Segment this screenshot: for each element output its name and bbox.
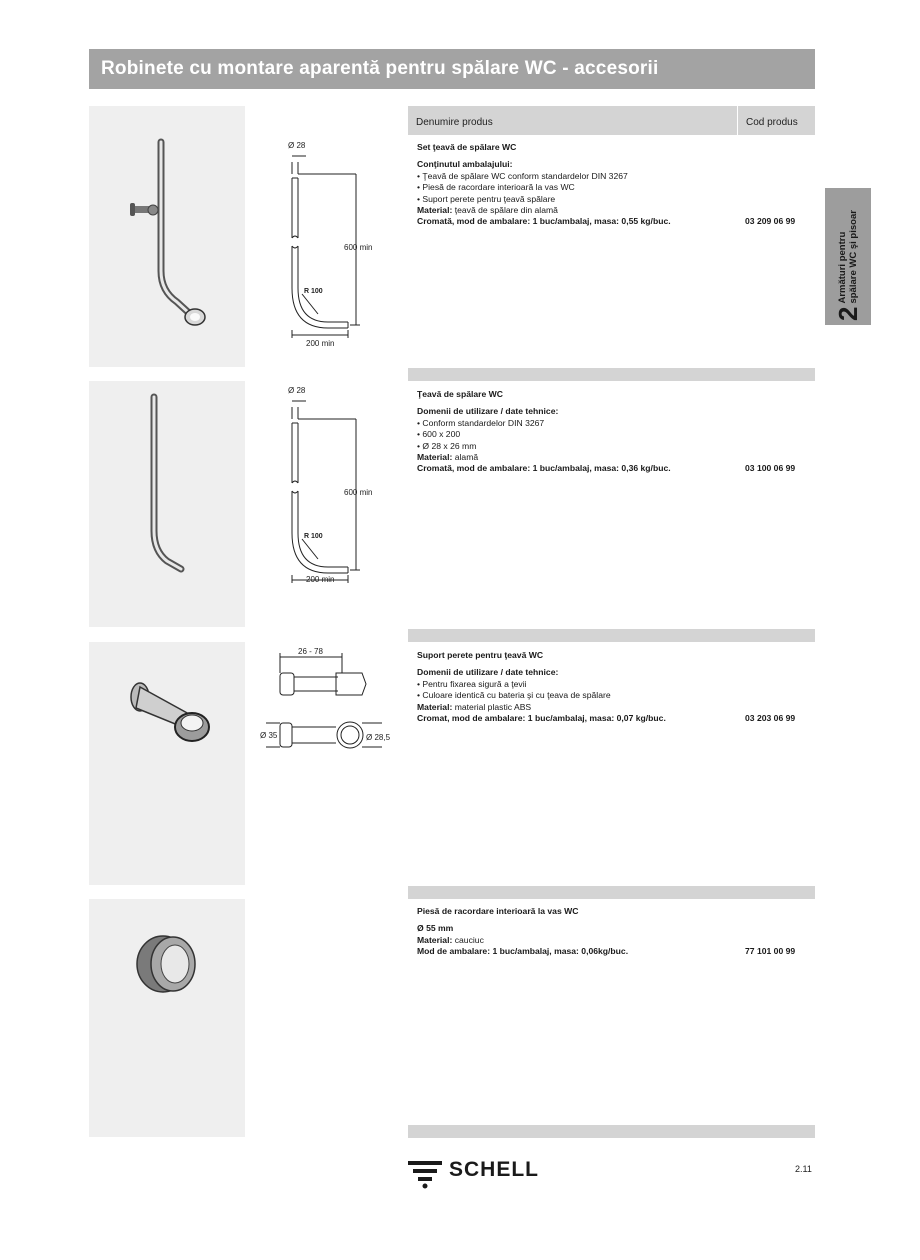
product-material: Material: cauciuc xyxy=(417,934,484,945)
product-material: Material: alamă xyxy=(417,452,479,463)
product-title: Ţeavă de spălare WC xyxy=(417,389,503,399)
radius-label: R 100 xyxy=(304,288,323,295)
product-order-line xyxy=(417,463,812,474)
radius-label: R 100 xyxy=(304,533,323,540)
row-separator xyxy=(408,886,815,899)
flush-pipe-drawing xyxy=(258,383,388,593)
column-divider xyxy=(737,106,738,135)
product-order-line xyxy=(417,946,812,957)
product-code[interactable]: 03 209 06 99 xyxy=(745,216,796,227)
flush-pipe-photo xyxy=(89,381,245,627)
diameter-label: Ø 28 xyxy=(288,386,306,395)
product-title: Suport perete pentru ţeavă WC xyxy=(417,650,544,660)
product-photo-panel xyxy=(89,381,245,627)
product-row xyxy=(417,142,812,228)
product-bullet: • Ø 28 x 26 mm xyxy=(417,440,477,451)
length-label: 26 - 78 xyxy=(298,647,323,656)
product-row xyxy=(417,650,812,724)
product-bullet: • 600 x 200 xyxy=(417,429,461,440)
width-label: 200 min xyxy=(306,339,335,348)
diameter-left-label: Ø 35 xyxy=(260,731,278,740)
schell-logo xyxy=(407,1157,557,1193)
schell-mark-icon xyxy=(407,1157,447,1193)
row-separator xyxy=(408,1125,815,1138)
product-section-label: Domenii de utilizare / date tehnice: xyxy=(417,406,559,417)
product-photo-panel xyxy=(89,106,245,367)
chapter-tab[interactable] xyxy=(825,188,871,325)
product-order-line xyxy=(417,713,812,724)
chapter-label-line1: Armături pentru xyxy=(837,231,848,304)
table-header xyxy=(408,106,815,135)
product-bullet: • Conform standardelor DIN 3267 xyxy=(417,417,545,428)
product-order-text: Cromat, mod de ambalare: 1 buc/ambalaj, masa: 0,07 kg/buc. xyxy=(417,713,666,724)
product-code[interactable]: 03 100 06 99 xyxy=(745,463,796,474)
column-header-code: Cod produs xyxy=(746,117,798,128)
product-order-text: Mod de ambalare: 1 buc/ambalaj, masa: 0,06kg/buc. xyxy=(417,946,629,957)
product-section-label: Conţinutul ambalajului: xyxy=(417,159,513,170)
product-size: Ø 55 mm xyxy=(417,923,454,934)
product-section-label: Domenii de utilizare / date tehnice: xyxy=(417,667,559,678)
product-bullet: • Ţeavă de spălare WC conform standardelor DIN 3267 xyxy=(417,170,628,181)
product-order-text: Cromată, mod de ambalare: 1 buc/ambalaj, masa: 0,36 kg/buc. xyxy=(417,463,671,474)
product-code[interactable]: 77 101 00 99 xyxy=(745,946,796,957)
height-label: 600 min xyxy=(344,488,373,497)
connector-seal-photo xyxy=(89,899,245,1137)
page-number: 2.11 xyxy=(795,1164,812,1174)
product-material: Material: material plastic ABS xyxy=(417,701,532,712)
product-material: Material: ţeavă de spălare din alamă xyxy=(417,205,558,216)
product-order-line xyxy=(417,216,812,227)
chapter-label-line2: spălare WC şi pisoar xyxy=(848,210,859,304)
height-label: 600 min xyxy=(344,243,373,252)
product-title: Set ţeavă de spălare WC xyxy=(417,142,517,152)
width-label: 200 min xyxy=(306,575,335,584)
product-photo-panel xyxy=(89,899,245,1137)
product-row xyxy=(417,906,812,958)
product-title: Piesă de racordare interioară la vas WC xyxy=(417,906,579,916)
product-row xyxy=(417,389,812,475)
wall-bracket-drawing xyxy=(258,643,398,753)
product-bullet: • Pentru fixarea sigură a ţevii xyxy=(417,678,527,689)
row-separator xyxy=(408,368,815,381)
brand-name: SCHELL xyxy=(449,1158,539,1181)
product-photo-panel xyxy=(89,642,245,885)
wall-bracket-photo xyxy=(89,642,245,885)
flush-pipe-set-photo xyxy=(89,106,245,367)
product-bullet: • Culoare identică cu bateria şi cu ţeava de spălare xyxy=(417,690,611,701)
product-bullet: • Piesă de racordare interioară la vas WC xyxy=(417,182,575,193)
product-order-text: Cromată, mod de ambalare: 1 buc/ambalaj, masa: 0,55 kg/buc. xyxy=(417,216,671,227)
diameter-right-label: Ø 28,5 xyxy=(366,733,391,742)
page-title: Robinete cu montare aparentă pentru spălare WC - accesorii xyxy=(89,49,815,89)
diameter-label: Ø 28 xyxy=(288,141,306,150)
flush-pipe-set-drawing xyxy=(258,138,388,348)
row-separator xyxy=(408,629,815,642)
product-code[interactable]: 03 203 06 99 xyxy=(745,713,796,724)
chapter-number: 2 xyxy=(833,306,863,321)
column-header-name: Denumire produs xyxy=(416,117,493,128)
product-bullet: • Suport perete pentru ţeavă spălare xyxy=(417,193,556,204)
